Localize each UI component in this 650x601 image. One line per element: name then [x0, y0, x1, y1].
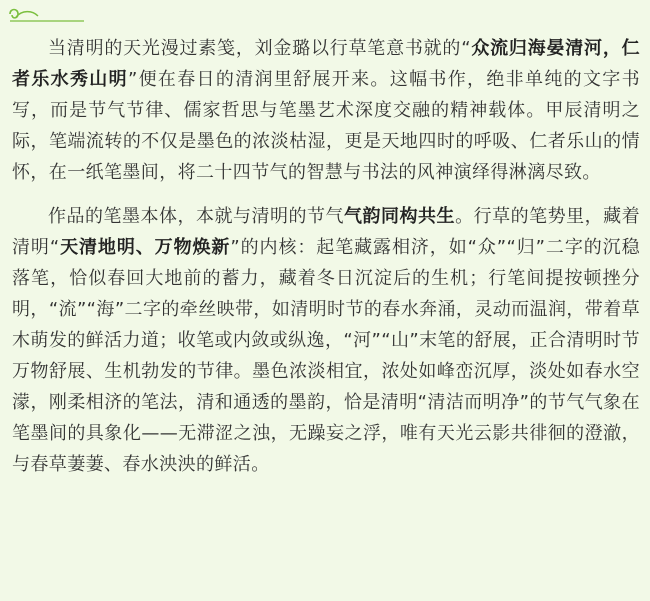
paragraph-text: 当清明的天光漫过素笺，刘金璐以行草笔意书就的“: [48, 38, 471, 59]
article-body: [12, 33, 640, 493]
paragraph-text: ”的内核：起笔藏露相济，如“众”“归”二字的沉稳落笔，恰似春回大地前的蓄力，藏着冬日沉淀后的生机；行笔间提按顿挫分明，“流”“海”二字的牵丝映带，如清明时节的春水奔涌，灵动而温润，带着草木萌发的鲜活力道；收笔或内敛或纵逸，“河”“山”末笔的舒展，正合清明时节万物舒展、生机勃发的节律。墨色浓淡相宜，浓处如峰峦沉厚，淡处如春水空濛，刚柔相济的笔法，清和通透的墨韵，恰是清明“清洁而明净”的节气气象在笔墨间的具象化——无滞涩之浊，无躁妄之浮，唯有天光云影共徘徊的澄澈，与春草萋萋、春水泱泱的鲜活。: [12, 237, 640, 475]
emphasis-text: 天清地明、万物焕新: [59, 237, 231, 258]
emphasis-text: 众流归海晏清河，仁者乐水秀山明: [12, 38, 640, 90]
paragraph-2: [12, 201, 640, 480]
leaf-divider-icon: [6, 4, 86, 24]
emphasis-text: 气韵同构共生: [344, 206, 456, 227]
paragraph-1: [12, 33, 640, 188]
paragraph-text: 。行草的笔势里，藏着清明“: [12, 206, 641, 258]
paragraph-text: 作品的笔墨本体，本就与清明的节气: [48, 206, 345, 227]
paragraph-text: ”便在春日的清润里舒展开来。这幅书作，绝非单纯的文字书写，而是节气节律、儒家哲思与笔墨艺术深度交融的精神载体。甲辰清明之际，笔端流转的不仅是墨色的浓淡枯湿，更是天地四时的呼吸、仁者乐山的情怀，在一纸笔墨间，将二十四节气的智慧与书法的风神演绎得淋漓尽致。: [12, 69, 641, 183]
